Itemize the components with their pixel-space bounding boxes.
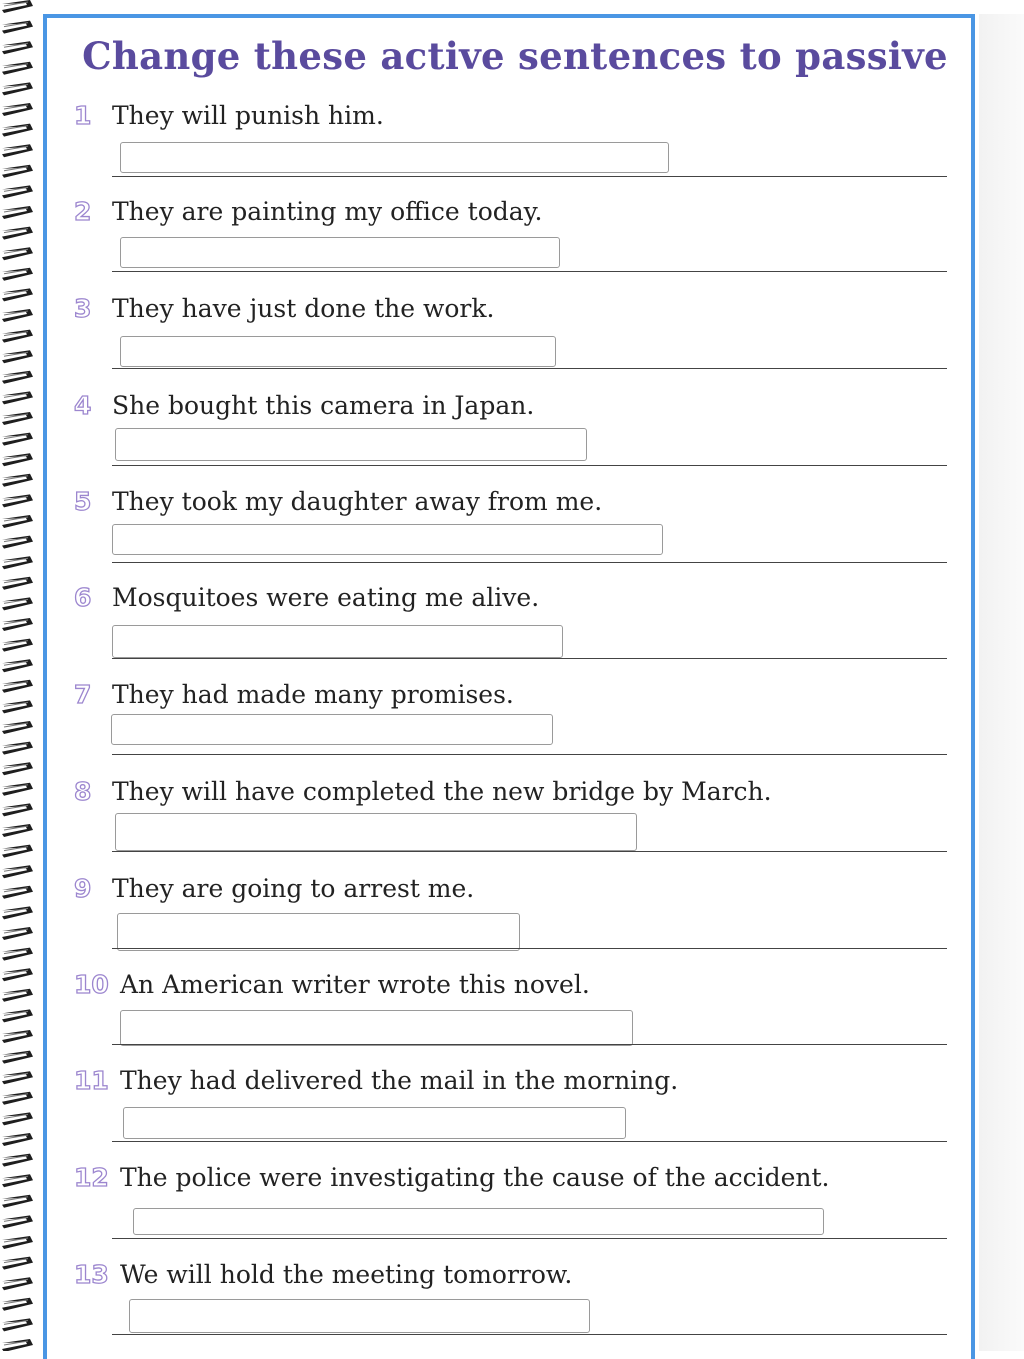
active-sentence: They will have completed the new bridge by March. bbox=[112, 777, 772, 806]
worksheet-title: Change these active sentences to passive bbox=[82, 34, 948, 78]
answer-input[interactable] bbox=[111, 714, 553, 745]
writing-line bbox=[112, 465, 947, 466]
exercise-item bbox=[0, 680, 1024, 776]
item-number: 8 bbox=[74, 777, 92, 806]
writing-line bbox=[112, 1141, 947, 1142]
writing-line bbox=[112, 368, 947, 369]
item-number: 2 bbox=[74, 197, 92, 226]
answer-input[interactable] bbox=[133, 1208, 824, 1235]
item-number: 6 bbox=[74, 583, 92, 612]
answer-input[interactable] bbox=[120, 142, 669, 173]
spiral-coil bbox=[2, 62, 33, 75]
active-sentence: An American writer wrote this novel. bbox=[120, 970, 590, 999]
spiral-coil bbox=[2, 0, 33, 13]
item-number: 7 bbox=[74, 680, 92, 709]
exercise-item bbox=[0, 391, 1024, 487]
answer-input[interactable] bbox=[129, 1299, 590, 1333]
writing-line bbox=[112, 1238, 947, 1239]
answer-input[interactable] bbox=[117, 913, 520, 951]
active-sentence: She bought this camera in Japan. bbox=[112, 391, 535, 420]
item-number: 11 bbox=[74, 1066, 109, 1095]
exercise-item bbox=[0, 874, 1024, 970]
item-number: 4 bbox=[74, 391, 92, 420]
exercise-item bbox=[0, 197, 1024, 293]
writing-line bbox=[112, 176, 947, 177]
item-number: 12 bbox=[74, 1163, 109, 1192]
exercise-item bbox=[0, 583, 1024, 679]
active-sentence: They had made many promises. bbox=[112, 680, 514, 709]
writing-line bbox=[112, 562, 947, 563]
writing-line bbox=[112, 851, 947, 852]
writing-line bbox=[112, 948, 947, 949]
active-sentence: They have just done the work. bbox=[112, 294, 495, 323]
answer-input[interactable] bbox=[120, 336, 556, 367]
active-sentence: They took my daughter away from me. bbox=[112, 487, 603, 516]
spiral-coil bbox=[2, 21, 33, 34]
writing-line bbox=[112, 658, 947, 659]
exercise-item bbox=[0, 294, 1024, 390]
active-sentence: Mosquitoes were eating me alive. bbox=[112, 583, 540, 612]
exercise-item bbox=[0, 1066, 1024, 1162]
active-sentence: The police were investigating the cause of the accident. bbox=[120, 1163, 830, 1192]
answer-input[interactable] bbox=[112, 625, 563, 658]
item-number: 3 bbox=[74, 294, 92, 323]
spiral-coil bbox=[2, 82, 33, 95]
answer-input[interactable] bbox=[120, 237, 560, 268]
exercise-item bbox=[0, 970, 1024, 1066]
answer-input[interactable] bbox=[123, 1107, 626, 1139]
exercise-item bbox=[0, 101, 1024, 197]
answer-input[interactable] bbox=[115, 428, 587, 461]
spiral-coil bbox=[2, 41, 33, 54]
exercise-item bbox=[0, 487, 1024, 583]
writing-line bbox=[112, 271, 947, 272]
item-number: 10 bbox=[74, 970, 109, 999]
active-sentence: They had delivered the mail in the morning. bbox=[120, 1066, 679, 1095]
item-number: 13 bbox=[74, 1260, 109, 1289]
writing-line bbox=[112, 1044, 947, 1045]
exercise-item bbox=[0, 1260, 1024, 1356]
answer-input[interactable] bbox=[115, 813, 637, 851]
answer-input[interactable] bbox=[112, 524, 663, 555]
writing-line bbox=[112, 1334, 947, 1335]
answer-input[interactable] bbox=[120, 1010, 633, 1046]
active-sentence: They are going to arrest me. bbox=[112, 874, 475, 903]
item-number: 9 bbox=[74, 874, 92, 903]
writing-line bbox=[112, 754, 947, 755]
exercise-item bbox=[0, 1163, 1024, 1259]
item-number: 1 bbox=[74, 101, 92, 130]
active-sentence: We will hold the meeting tomorrow. bbox=[120, 1260, 573, 1289]
active-sentence: They will punish him. bbox=[112, 101, 384, 130]
active-sentence: They are painting my office today. bbox=[112, 197, 543, 226]
item-number: 5 bbox=[74, 487, 92, 516]
exercise-item bbox=[0, 777, 1024, 873]
